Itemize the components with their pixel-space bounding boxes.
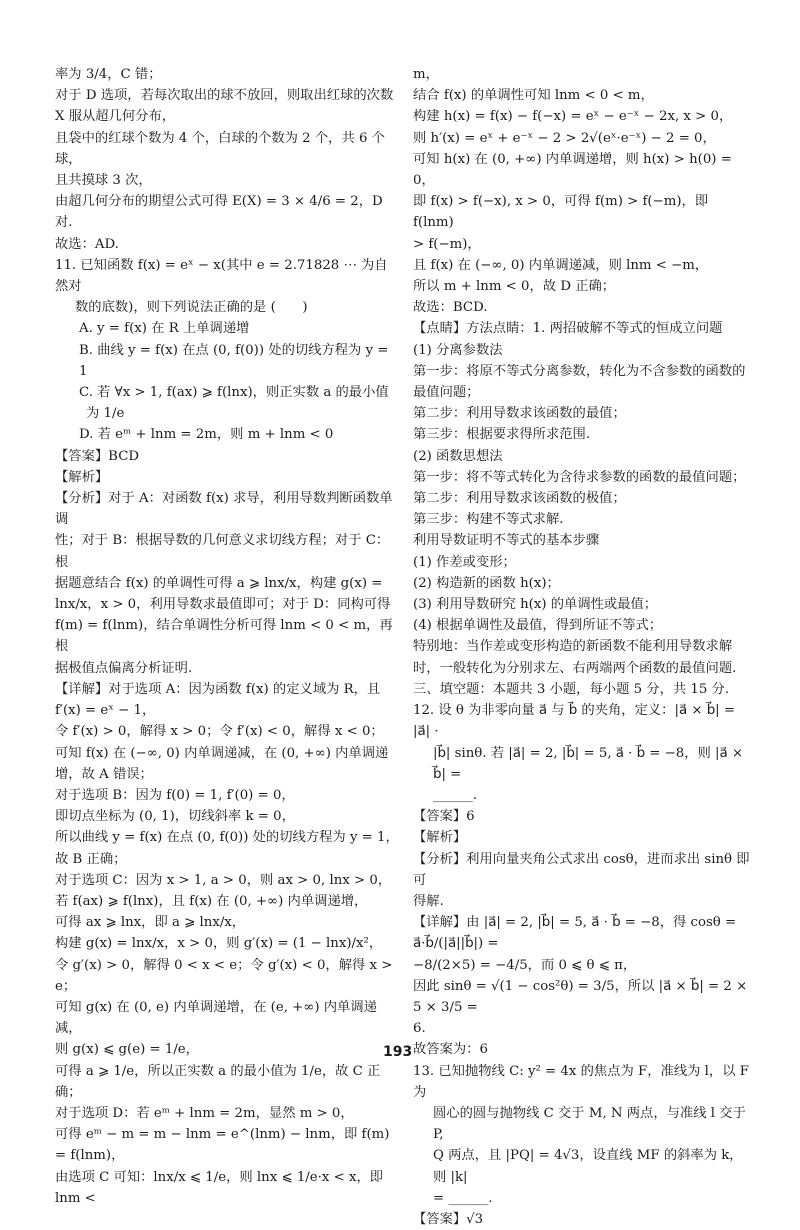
text-line: (2) 函数思想法 bbox=[413, 448, 503, 464]
section-heading: 三、填空题：本题共 3 小题，每小题 5 分，共 15 分. bbox=[413, 681, 730, 697]
text-line: 【点睛】方法点睛：1. 两招破解不等式的恒成立问题 bbox=[413, 321, 723, 337]
analysis-label: 【解析】 bbox=[413, 830, 467, 846]
text-line: 率为 3/4，C 错； bbox=[55, 67, 162, 82]
question-11-stem-cont: 数的底数)，则下列说法正确的是 ( ) bbox=[75, 300, 308, 316]
text-line: 对于选项 B：因为 f(0) = 1, f′(0) = 0， bbox=[55, 787, 295, 803]
text-line: 故选：AD. bbox=[55, 236, 119, 252]
text-line: 时，一般转化为分别求左、右两端两个函数的最值问题. bbox=[413, 660, 737, 676]
answer-label: 【答案】√3 bbox=[413, 1211, 484, 1227]
left-column bbox=[55, 64, 400, 1209]
text-line: 构建 h(x) = f(x) − f(−x) = eˣ − e⁻ˣ − 2x, x > 0， bbox=[413, 109, 733, 125]
text-line: 第一步：将不等式转化为含待求参数的函数的最值问题； bbox=[413, 469, 746, 485]
text-line: 令 f′(x) > 0，解得 x > 0；令 f′(x) < 0，解得 x < 0； bbox=[55, 724, 384, 740]
answer-blank: ______. bbox=[433, 787, 478, 803]
text-line: 对于选项 D：若 eᵐ + lnm = 2m，显然 m > 0， bbox=[55, 1105, 354, 1121]
text-line: 结合 f(x) 的单调性可知 lnm < 0 < m， bbox=[413, 88, 654, 104]
answer-label: 【答案】BCD bbox=[55, 448, 140, 464]
option-d: D. 若 eᵐ + lnm = 2m，则 m + lnm < 0 bbox=[79, 427, 334, 443]
text-line: f(m) = f(lnm)，结合单调性分析可得 lnm < 0 < m，再根 bbox=[55, 618, 393, 655]
text-line: 利用导数证明不等式的基本步骤 bbox=[413, 533, 600, 549]
text-line: 由选项 C 可知：lnx/x ⩽ 1/e，则 lnx ⩽ 1/e·x < x，即 lnm < bbox=[55, 1169, 384, 1206]
text-line: 【分析】利用向量夹角公式求出 cosθ，进而求出 sinθ 即可 bbox=[413, 851, 750, 888]
text-line: 第二步：利用导数求该函数的极值； bbox=[413, 491, 626, 507]
text-line: 增，故 A 错误； bbox=[55, 766, 153, 782]
text-line: 可知 g(x) 在 (0, e) 内单调递增，在 (e, +∞) 内单调递减， bbox=[55, 999, 377, 1037]
text-line: 可得 a ⩾ 1/e，所以正实数 a 的最小值为 1/e，故 C 正确； bbox=[55, 1063, 381, 1100]
text-line: 可得 ax ⩾ lnx，即 a ⩾ lnx/x， bbox=[55, 915, 246, 931]
text-line: (1) 分离参数法 bbox=[413, 342, 503, 358]
text-line: 即 f(x) > f(−x), x > 0，可得 f(m) > f(−m)，即 f(lnm) bbox=[413, 194, 709, 231]
question-13-stem-cont: Q 两点，且 |PQ| = 4√3，设直线 MF 的斜率为 k，则 |k| bbox=[433, 1148, 743, 1185]
option-a: A. y = f(x) 在 R 上单调递增 bbox=[79, 321, 250, 337]
text-line: 对于 D 选项，若每次取出的球不放回，则取出红球的次数 bbox=[55, 88, 394, 104]
text-line: 特别地：当作差或变形构造的新函数不能利用导数求解 bbox=[413, 639, 733, 655]
text-line: 第一步：将原不等式分离参数，转化为不含参数的函数的 bbox=[413, 363, 746, 379]
text-line: 第二步：利用导数求该函数的最值； bbox=[413, 406, 626, 422]
text-line: 由超几何分布的期望公式可得 E(X) = 3 × 4/6 = 2，D 对. bbox=[55, 194, 383, 231]
question-11-stem: 11. 已知函数 f(x) = eˣ − x(其中 e = 2.71828 ⋯ 为自然对 bbox=[55, 257, 388, 295]
text-line: 据极值点偏离分析证明. bbox=[55, 660, 193, 676]
text-line: 可知 f(x) 在 (−∞, 0) 内单调递减，在 (0, +∞) 内单调递 bbox=[55, 745, 389, 761]
answer-label: 【答案】6 bbox=[413, 809, 475, 825]
text-line: m， bbox=[413, 67, 439, 82]
text-line: X 服从超几何分布， bbox=[55, 109, 176, 125]
analysis-label: 【解析】 bbox=[55, 469, 109, 485]
text-line: > f(−m)， bbox=[413, 236, 481, 252]
text-line: 第三步：根据要求得所求范围. bbox=[413, 427, 591, 443]
text-line: (4) 根据单调性及最值，得到所证不等式； bbox=[413, 618, 663, 634]
text-line: 得解. bbox=[413, 893, 444, 909]
text-line: 构建 g(x) = lnx/x，x > 0，则 g′(x) = (1 − lnx)/x²， bbox=[55, 936, 383, 952]
page-number: 193 bbox=[383, 1044, 413, 1060]
option-c: C. 若 ∀x > 1, f(ax) ⩾ f(lnx)，则正实数 a 的最小值 bbox=[79, 385, 389, 401]
text-line: 故 B 正确； bbox=[55, 851, 127, 867]
text-line: 可知 h(x) 在 (0, +∞) 内单调递增，则 h(x) > h(0) = 0， bbox=[413, 151, 732, 189]
question-12-stem: 12. 设 θ 为非零向量 a⃗ 与 b⃗ 的夹角，定义：|a⃗ × b⃗| = |a⃗| · bbox=[413, 703, 735, 740]
text-line: (1) 作差或变形； bbox=[413, 554, 516, 570]
text-line: 最值问题； bbox=[413, 385, 480, 401]
text-line: 可得 eᵐ − m = m − lnm = e^(lnm) − lnm，即 f(m) = f(lnm)， bbox=[55, 1127, 390, 1164]
text-line: −8/(2×5) = −4/5，而 0 ⩽ θ ⩽ π， bbox=[413, 957, 637, 973]
text-line: 【详解】对于选项 A：因为函数 f(x) 的定义域为 R，且 bbox=[55, 681, 381, 697]
text-line: 且共摸球 3 次， bbox=[55, 173, 152, 189]
option-b: B. 曲线 y = f(x) 在点 (0, f(0)) 处的切线方程为 y = 1 bbox=[79, 342, 389, 379]
text-line: 则 h′(x) = eˣ + e⁻ˣ − 2 > 2√(eˣ·e⁻ˣ) − 2 = 0， bbox=[413, 130, 716, 146]
text-line: 故选：BCD. bbox=[413, 300, 488, 316]
text-line: 且 f(x) 在 (−∞, 0) 内单调递减，则 lnm < −m， bbox=[413, 257, 709, 273]
question-12-stem-cont: |b⃗| sinθ. 若 |a⃗| = 2, |b⃗| = 5, a⃗ · b⃗ = −8，则 |a⃗ × b⃗| = bbox=[433, 745, 744, 782]
text-line: 据题意结合 f(x) 的单调性可得 a ⩾ lnx/x，构建 g(x) = bbox=[55, 575, 383, 591]
text-line: 【分析】对于 A：对函数 f(x) 求导，利用导数判断函数单调 bbox=[55, 491, 393, 528]
text-line: 所以 m + lnm < 0，故 D 正确； bbox=[413, 279, 616, 295]
text-line: 且袋中的红球个数为 4 个，白球的个数为 2 个，共 6 个球， bbox=[55, 130, 385, 167]
text-line: 性；对于 B：根据导数的几何意义求切线方程；对于 C：根 bbox=[55, 533, 390, 570]
text-line: 令 g′(x) > 0，解得 0 < x < e；令 g′(x) < 0，解得 x > e； bbox=[55, 957, 393, 994]
option-c-cont: 为 1/e bbox=[86, 406, 125, 422]
text-line: 因此 sinθ = √(1 − cos²θ) = 3/5，所以 |a⃗ × b⃗| = 2 × 5 × 3/5 = bbox=[413, 978, 748, 1015]
text-line: lnx/x，x > 0，利用导数求最值即可；对于 D：同构可得 bbox=[55, 597, 391, 613]
question-13-stem: 13. 已知抛物线 C: y² = 4x 的焦点为 F，准线为 l，以 F 为 bbox=[413, 1063, 749, 1100]
answer-blank: = ______. bbox=[433, 1190, 493, 1206]
text-line: 第三步：构建不等式求解. bbox=[413, 512, 564, 528]
text-line: 【详解】由 |a⃗| = 2, |b⃗| = 5, a⃗ · b⃗ = −8，得 cosθ = a⃗·b⃗/(|a⃗||b⃗|) = bbox=[413, 915, 737, 952]
text-line: f′(x) = eˣ − 1， bbox=[55, 703, 156, 719]
text-line: 6. bbox=[413, 1021, 426, 1037]
text-line: 若 f(ax) ⩾ f(lnx)，且 f(x) 在 (0, +∞) 内单调递增， bbox=[55, 893, 368, 909]
text-line: (2) 构造新的函数 h(x)； bbox=[413, 575, 560, 591]
right-column bbox=[413, 64, 753, 1230]
text-line: 则 g(x) ⩽ g(e) = 1/e， bbox=[55, 1042, 199, 1058]
text-line: (3) 利用导数研究 h(x) 的单调性或最值； bbox=[413, 597, 658, 613]
question-13-stem-cont: 圆心的圆与抛物线 C 交于 M, N 两点，与准线 l 交于 P, bbox=[433, 1105, 746, 1143]
text-line: 故答案为：6 bbox=[413, 1042, 488, 1058]
text-line: 对于选项 C：因为 x > 1, a > 0，则 ax > 0, lnx > 0， bbox=[55, 872, 392, 888]
text-line: 即切点坐标为 (0, 1)，切线斜率 k = 0， bbox=[55, 809, 295, 825]
text-line: 所以曲线 y = f(x) 在点 (0, f(0)) 处的切线方程为 y = 1， bbox=[55, 830, 399, 846]
